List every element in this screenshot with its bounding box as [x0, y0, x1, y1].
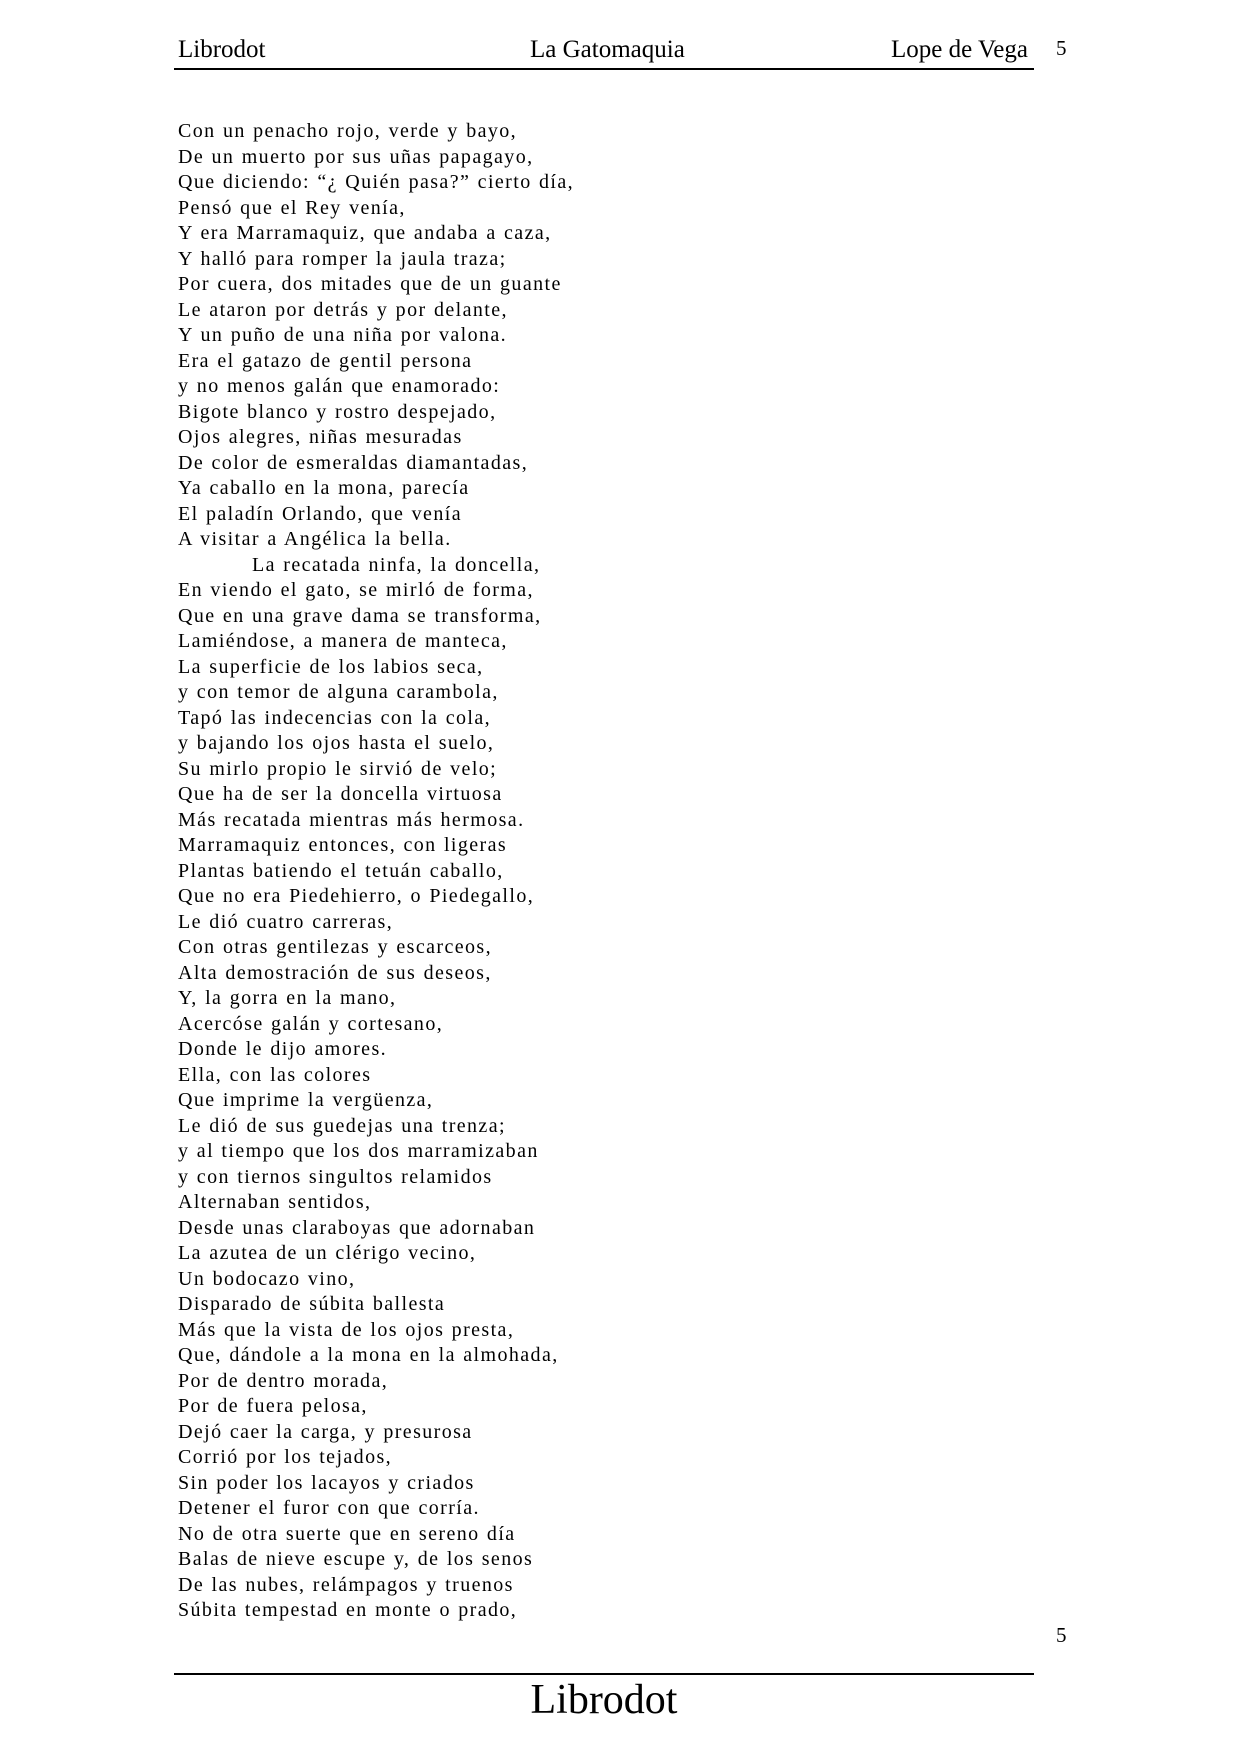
verse-line: Donde le dijo amores.	[178, 1038, 388, 1060]
verse-line: Un bodocazo vino,	[178, 1267, 356, 1290]
verse-line: Con un penacho rojo, verde y bayo,	[178, 120, 518, 142]
footer-page-number: 5	[1056, 1623, 1067, 1647]
verse-line: De color de esmeraldas diamantadas,	[178, 451, 529, 474]
verse-line: Que no era Piedehierro, o Piedegallo,	[178, 885, 535, 907]
verse-line: Corrió por los tejados,	[178, 1446, 393, 1468]
verse-line: Pensó que el Rey venía,	[178, 196, 406, 219]
verse-line: Alternaban sentidos,	[178, 1191, 372, 1213]
verse-line: La recatada ninfa, la doncella,	[252, 553, 541, 576]
header-page-number: 5	[1056, 36, 1067, 60]
verse-line: De un muerto por sus uñas papagayo,	[178, 145, 534, 168]
verse-line: Y un puño de una niña por valona.	[178, 324, 508, 346]
verse-line: Tapó las indecencias con la cola,	[178, 706, 492, 729]
verse-line: Más que la vista de los ojos presta,	[178, 1318, 515, 1341]
verse-line: Su mirlo propio le sirvió de velo;	[178, 757, 498, 780]
verse-line: Ya caballo en la mona, parecía	[178, 477, 470, 499]
verse-line: Por de fuera pelosa,	[178, 1395, 368, 1417]
verse-line: y bajando los ojos hasta el suelo,	[178, 732, 495, 754]
verse-line: y con tiernos singultos relamidos	[178, 1165, 493, 1188]
verse-line: Por de dentro morada,	[178, 1369, 389, 1392]
verse-line: Balas de nieve escupe y, de los senos	[178, 1548, 534, 1570]
verse-line: Sin poder los lacayos y criados	[178, 1471, 475, 1494]
verse-line: Acercóse galán y cortesano,	[178, 1012, 444, 1035]
verse-line: y al tiempo que los dos marramizaban	[178, 1140, 539, 1162]
verse-line: Le ataron por detrás y por delante,	[178, 298, 508, 321]
verse-line: Disparado de súbita ballesta	[178, 1293, 446, 1315]
verse-line: Era el gatazo de gentil persona	[178, 349, 473, 372]
verse-line: Ojos alegres, niñas mesuradas	[178, 426, 463, 448]
verse-line: Y halló para romper la jaula traza;	[178, 247, 507, 270]
verse-line: Bigote blanco y rostro despejado,	[178, 400, 497, 423]
verse-line: Plantas batiendo el tetuán caballo,	[178, 859, 504, 882]
verse-line: A visitar a Angélica la bella.	[178, 528, 452, 550]
verse-line: La azutea de un clérigo vecino,	[178, 1242, 477, 1264]
verse-line: Que ha de ser la doncella virtuosa	[178, 783, 503, 805]
verse-line: La superficie de los labios seca,	[178, 655, 484, 678]
verse-line: Desde unas claraboyas que adornaban	[178, 1216, 536, 1239]
verse-line: Y, la gorra en la mano,	[178, 987, 397, 1009]
verse-line: Detener el furor con que corría.	[178, 1497, 480, 1519]
verse-line: Alta demostración de sus deseos,	[178, 961, 492, 984]
footer-title: Librodot	[530, 1677, 678, 1723]
poem-text	[178, 119, 574, 1624]
verse-line: Que diciendo: “¿ Quién pasa?” cierto día,	[178, 171, 575, 193]
verse-line: Súbita tempestad en monte o prado,	[178, 1599, 518, 1621]
verse-line: Por cuera, dos mitades que de un guante	[178, 273, 562, 295]
verse-line: Y era Marramaquiz, que andaba a caza,	[178, 222, 552, 244]
header-author: Lope de Vega	[891, 36, 1028, 63]
verse-line: Dejó caer la carga, y presurosa	[178, 1420, 473, 1443]
verse-line: Lamiéndose, a manera de manteca,	[178, 630, 508, 652]
verse-line: El paladín Orlando, que venía	[178, 502, 462, 525]
verse-line: No de otra suerte que en sereno día	[178, 1522, 516, 1545]
page-header	[174, 34, 1034, 70]
verse-line: Le dió cuatro carreras,	[178, 910, 394, 933]
verse-line: Más recatada mientras más hermosa.	[178, 808, 525, 831]
verse-line: y no menos galán que enamorado:	[178, 375, 501, 397]
verse-line: De las nubes, relámpagos y truenos	[178, 1573, 514, 1596]
verse-line: Le dió de sus guedejas una trenza;	[178, 1114, 506, 1137]
verse-line: Ella, con las colores	[178, 1063, 372, 1086]
verse-line: En viendo el gato, se mirló de forma,	[178, 579, 534, 601]
verse-line: Que en una grave dama se transforma,	[178, 604, 542, 627]
verse-line: Que imprime la vergüenza,	[178, 1089, 434, 1111]
header-title: La Gatomaquia	[530, 36, 685, 63]
verse-line: Marramaquiz entonces, con ligeras	[178, 834, 508, 856]
verse-line: y con temor de alguna carambola,	[178, 681, 499, 703]
verse-line: Con otras gentilezas y escarceos,	[178, 936, 492, 958]
verse-line: Que, dándole a la mona en la almohada,	[178, 1344, 559, 1366]
header-source: Librodot	[178, 36, 266, 63]
